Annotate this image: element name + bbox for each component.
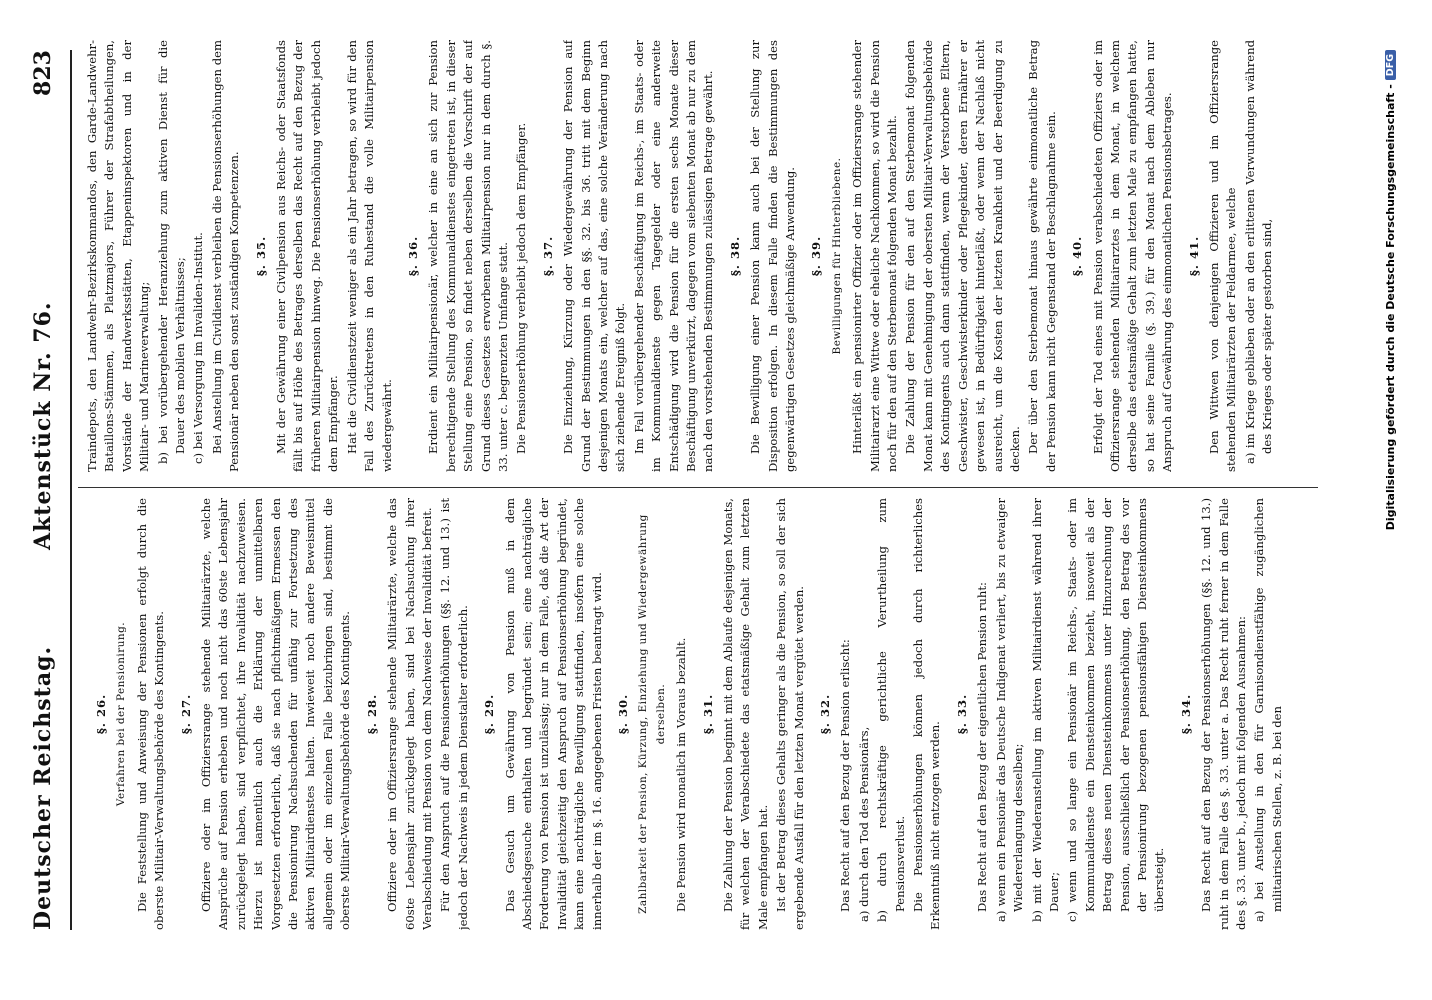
section-heading: §. 38. — [727, 235, 742, 277]
digitization-credit — [1384, 50, 1397, 930]
paragraph: Traindepots, den Landwehr-Bezirkskommandos, den Garde-Landwehr-Bataillons-Stämmen, als Platzmajors, Führer der Strafabtheilungen, Vorstände der Handwerksstätten, Etappeninspektoren und in der Militair- und Marineverwaltung; — [85, 40, 152, 472]
section-heading: §. 35. — [253, 235, 268, 277]
paragraph: Hinterläßt ein pensionirter Offizier oder im Offiziersrange stehender Militairarzt eine Wittwe oder eheliche Nachkommen, so wird die Pension noch für den auf den Sterbemonat folgenden Monat bezahlt. — [850, 40, 900, 472]
section-heading: §. 26. — [94, 693, 108, 735]
left-column — [84, 498, 1314, 930]
paragraph: Offiziere oder im Offiziersrange stehende Militairärzte, welche das 60ste Lebensjahr zurückgelegt haben, sind bei Nachsuchung ihrer Verabschiedung mit Pension von dem Nachweise der Invalidität befreit. — [385, 498, 434, 930]
running-title: Deutscher Reichstag. — [30, 645, 56, 930]
paragraph: Für den Anspruch auf die Pensionserhöhungen (§§. 12. und 13.) ist jedoch der Nachweis in jedem Dienstalter erforderlich. — [438, 498, 470, 930]
list-item: b) bei vorübergehender Heranziehung zum aktiven Dienst für die Dauer des mobilen Verhältnisses; — [155, 40, 188, 464]
paragraph: Das Recht auf den Bezug der Pensionserhöhungen (§§. 12. und 13.) ruht in dem Falle des §. 33. unter a. Das Recht ruht ferner in dem Falle des §. 33. unter b., jedoch mit folgenden Ausnahmen: — [1199, 498, 1248, 930]
page-header — [22, 50, 66, 930]
paragraph: Offiziere oder im Offiziersrange stehende Militairärzte, welche Ansprüche auf Pension erheben und noch nicht das 60ste Lebensjahr zurückgelegt haben, sind verpflichtet, ihre Invalidität nachzuweisen. Hierzu ist namentlich auch die Erklärung der unmittelbaren Vorgesetzten erforderlich, daß sie nach pflichtmäßigem Ermessen den die Pensionirung Nachsuchenden für unfähig zur Fortsetzung des aktiven Militairdienstes halten. Inwieweit noch andere Beweismittel allgemein oder im einzelnen Falle beizubringen sind, bestimmt die oberste Militair-Verwaltungsbehörde des Kontingents. — [199, 498, 353, 930]
document-number: Aktenstück Nr. 76. — [30, 301, 56, 550]
paragraph: Den Wittwen von denjenigen Offizieren und im Offiziersrange stehenden Militairärzten der Feldarmee, welche — [1206, 40, 1239, 472]
section-heading: §. 34. — [1178, 693, 1193, 735]
list-item: a) im Kriege geblieben oder an den erlittenen Verwundungen während des Krieges oder später gestorben sind, — [1242, 40, 1275, 464]
paragraph: Die Pension wird monatlich im Voraus bezahlt. — [674, 637, 689, 912]
section-heading: §. 39. — [809, 235, 824, 277]
paragraph: Die Einziehung, Kürzung oder Wiedergewährung der Pension auf Grund der Bestimmungen in den §§. 32. bis 36. tritt mit dem Beginn desjenigen Monats ein, welcher auf das, eine solche Veränderung nach sich ziehende Ereigniß folgt. — [561, 40, 628, 472]
paragraph: Die Zahlung der Pension für den auf den Sterbemonat folgenden Monat kann mit Genehmigung der obersten Militair-Verwaltungsbehörde des Kontingents auch dann stattfinden, wenn der Verstorbene Eltern, Geschwister, Geschwisterkinder oder Pflegekinder, deren Ernährer er gewesen ist, in Bedürftigkeit hinterläßt, oder wenn der Nachlaß nicht ausreicht, um die Kosten der letzten Krankheit und der Beerdigung zu decken. — [903, 40, 1022, 472]
paragraph: Die Zahlung der Pension beginnt mit dem Ablaufe desjenigen Monats, für welchen der Verabschiedete das etatsmäßige Gehalt zum letzten Male empfangen hat. — [721, 498, 770, 930]
list-item: c) wenn und so lange ein Pensionär im Reichs-, Staats- oder im Kommunaldienste ein Diensteinkommen bezieht, insoweit als der Betrag dieses neuen Diensteinkommens unter Hinzurechnung der Pension, ausschließlich der Pensionserhöhung, den Betrag des vor der Pensionirung bezogenen pensionsfähigen Diensteinkommens übersteigt. — [1065, 498, 1167, 922]
paragraph: Erdient ein Militairpensionär, welcher in eine an sich zur Pension berechtigende Stellung des Kommunaldienstes eingetreten ist, in dieser Stellung eine Pension, so findet neben derselben die Vorschrift der auf Grund dieses Gesetzes erworbenen Militairpension nur in dem durch §. 33. unter c. begrenzten Umfange statt. — [426, 40, 510, 472]
paragraph: Hat die Civildienstzeit weniger als ein Jahr betragen, so wird für den Fall des Zurücktretens in den Ruhestand die volle Militairpension wiedergewährt. — [344, 40, 394, 472]
section-heading: §. 30. — [615, 693, 630, 735]
paragraph: Ist der Betrag dieses Gehalts geringer als die Pension, so soll der sich ergebende Ausfall für den letzten Monat vergütet werden. — [774, 498, 806, 930]
section-heading: §. 33. — [954, 693, 969, 735]
list-item: b) mit der Wiederanstellung im aktiven Militairdienst während ihrer Dauer; — [1029, 498, 1061, 922]
paragraph: Mit der Gewährung einer Civilpension aus Reichs- oder Staatsfonds fällt bis auf Höhe des Betrages derselben das Recht auf den Bezug der früheren Militairpension hinweg. Die Pensionserhöhung verbleibt jedoch dem Empfänger. — [274, 40, 341, 472]
paragraph: Die Bewilligung einer Pension kann auch bei der Stellung zur Disposition erfolgen. In diesem Falle finden die Bestimmungen des gegenwärtigen Gesetzes gleichmäßige Anwendung. — [748, 40, 798, 472]
paragraph: Die Pensionserhöhung verbleibt jedoch dem Empfänger. — [514, 122, 529, 454]
section-heading: §. 41. — [1186, 235, 1201, 277]
list-item: a) durch den Tod des Pensionärs, — [856, 726, 871, 922]
section-title: Bewilligungen für Hinterbliebene. — [830, 157, 843, 355]
section-heading: §. 28. — [364, 693, 379, 735]
credit-text: Digitalisierung gefördert durch die Deutsche Forschungsgemeinschaft - — [1384, 84, 1397, 531]
paragraph: Die Pensionserhöhungen können jedoch durch richterliches Erkenntniß nicht entzogen werden. — [911, 498, 943, 930]
page-number: 823 — [30, 50, 56, 96]
section-heading: §. 31. — [700, 693, 715, 735]
section-heading: §. 36. — [405, 235, 420, 277]
paragraph: Das Gesuch um Gewährung von Pension muß in dem Abschiedsgesuche enthalten und begründet sein; eine nachträgliche Forderung von Pension ist unzulässig; nur in dem Falle, daß die Art der Invalidität gleichzeitig den Anspruch auf Pensionserhöhung begründet, kann eine nachträgliche Bewilligung stattfinden, insofern eine solche innerhalb der im §. 16. angegebenen Fristen beantragt wird. — [502, 498, 604, 930]
list-item: a) wenn ein Pensionär das Deutsche Indigenat verliert, bis zu etwaiger Wiedererlangung desselben; — [993, 498, 1026, 922]
list-item: c) bei Versorgung im Invaliden-Institut. — [191, 232, 206, 464]
section-heading: §. 37. — [540, 235, 555, 277]
section-heading: §. 27. — [178, 693, 193, 735]
paragraph: Erfolgt der Tod eines mit Pension verabschiedeten Offiziers oder im Offiziersrange stehenden Militairarztes in dem Monat, in welchem derselbe das etatsmäßige Gehalt zum letzten Male zu empfangen hatte, so hat seine Familie (§. 39.) für den Monat nach dem Ableben nur Anspruch auf Gewährung des einmonatlichen Pensionsbetrages. — [1090, 40, 1175, 472]
column-divider — [78, 487, 1318, 488]
list-item: b) durch rechtskräftige gerichtliche Verurtheilung zum Pensionsverlust. — [875, 498, 907, 922]
section-heading: §. 29. — [482, 693, 497, 735]
paragraph: Die Feststellung und Anweisung der Pensionen erfolgt durch die oberste Militair-Verwaltungsbehörde des Kontingents. — [134, 498, 167, 930]
paragraph: Im Fall vorübergehender Beschäftigung im Reichs-, im Staats- oder im Kommunaldienste gegen Tagegelder oder eine anderweite Entschädigung wird die Pension für die ersten sechs Monate dieser Beschäftigung unverkürzt, dagegen vom siebenten Monat ab nur zu dem nach den vorstehenden Bestimmungen zulässigen Betrage gewährt. — [631, 40, 716, 472]
section-title: Zahlbarkeit der Pension, Kürzung, Einziehung und Wiedergewährung derselben. — [637, 514, 667, 914]
paragraph: Der über den Sterbemonat hinaus gewährte einmonatliche Betrag der Pension kann nicht Gegenstand der Beschlagnahme sein. — [1026, 40, 1058, 472]
list-item: a) bei Anstellung in den für Garnisondienstfähige zugänglichen militairischen Stellen, z. B. bei den — [1252, 498, 1284, 922]
paragraph: Bei Anstellung im Civildienst verbleiben die Pensionserhöhungen dem Pensionär neben den sonst zuständigen Kompetenzen. — [209, 40, 242, 472]
section-title: Verfahren bei der Pensionirung. — [115, 621, 128, 807]
right-column — [84, 40, 1314, 472]
section-heading: §. 40. — [1070, 235, 1085, 277]
section-heading: §. 32. — [818, 693, 833, 735]
dfg-logo: DFG — [1385, 50, 1396, 80]
paragraph: Das Recht auf den Bezug der Pension erlischt: — [838, 639, 853, 912]
paragraph: Das Recht auf den Bezug der eigentlichen Pension ruht: — [975, 582, 990, 912]
header-rule — [70, 50, 72, 930]
